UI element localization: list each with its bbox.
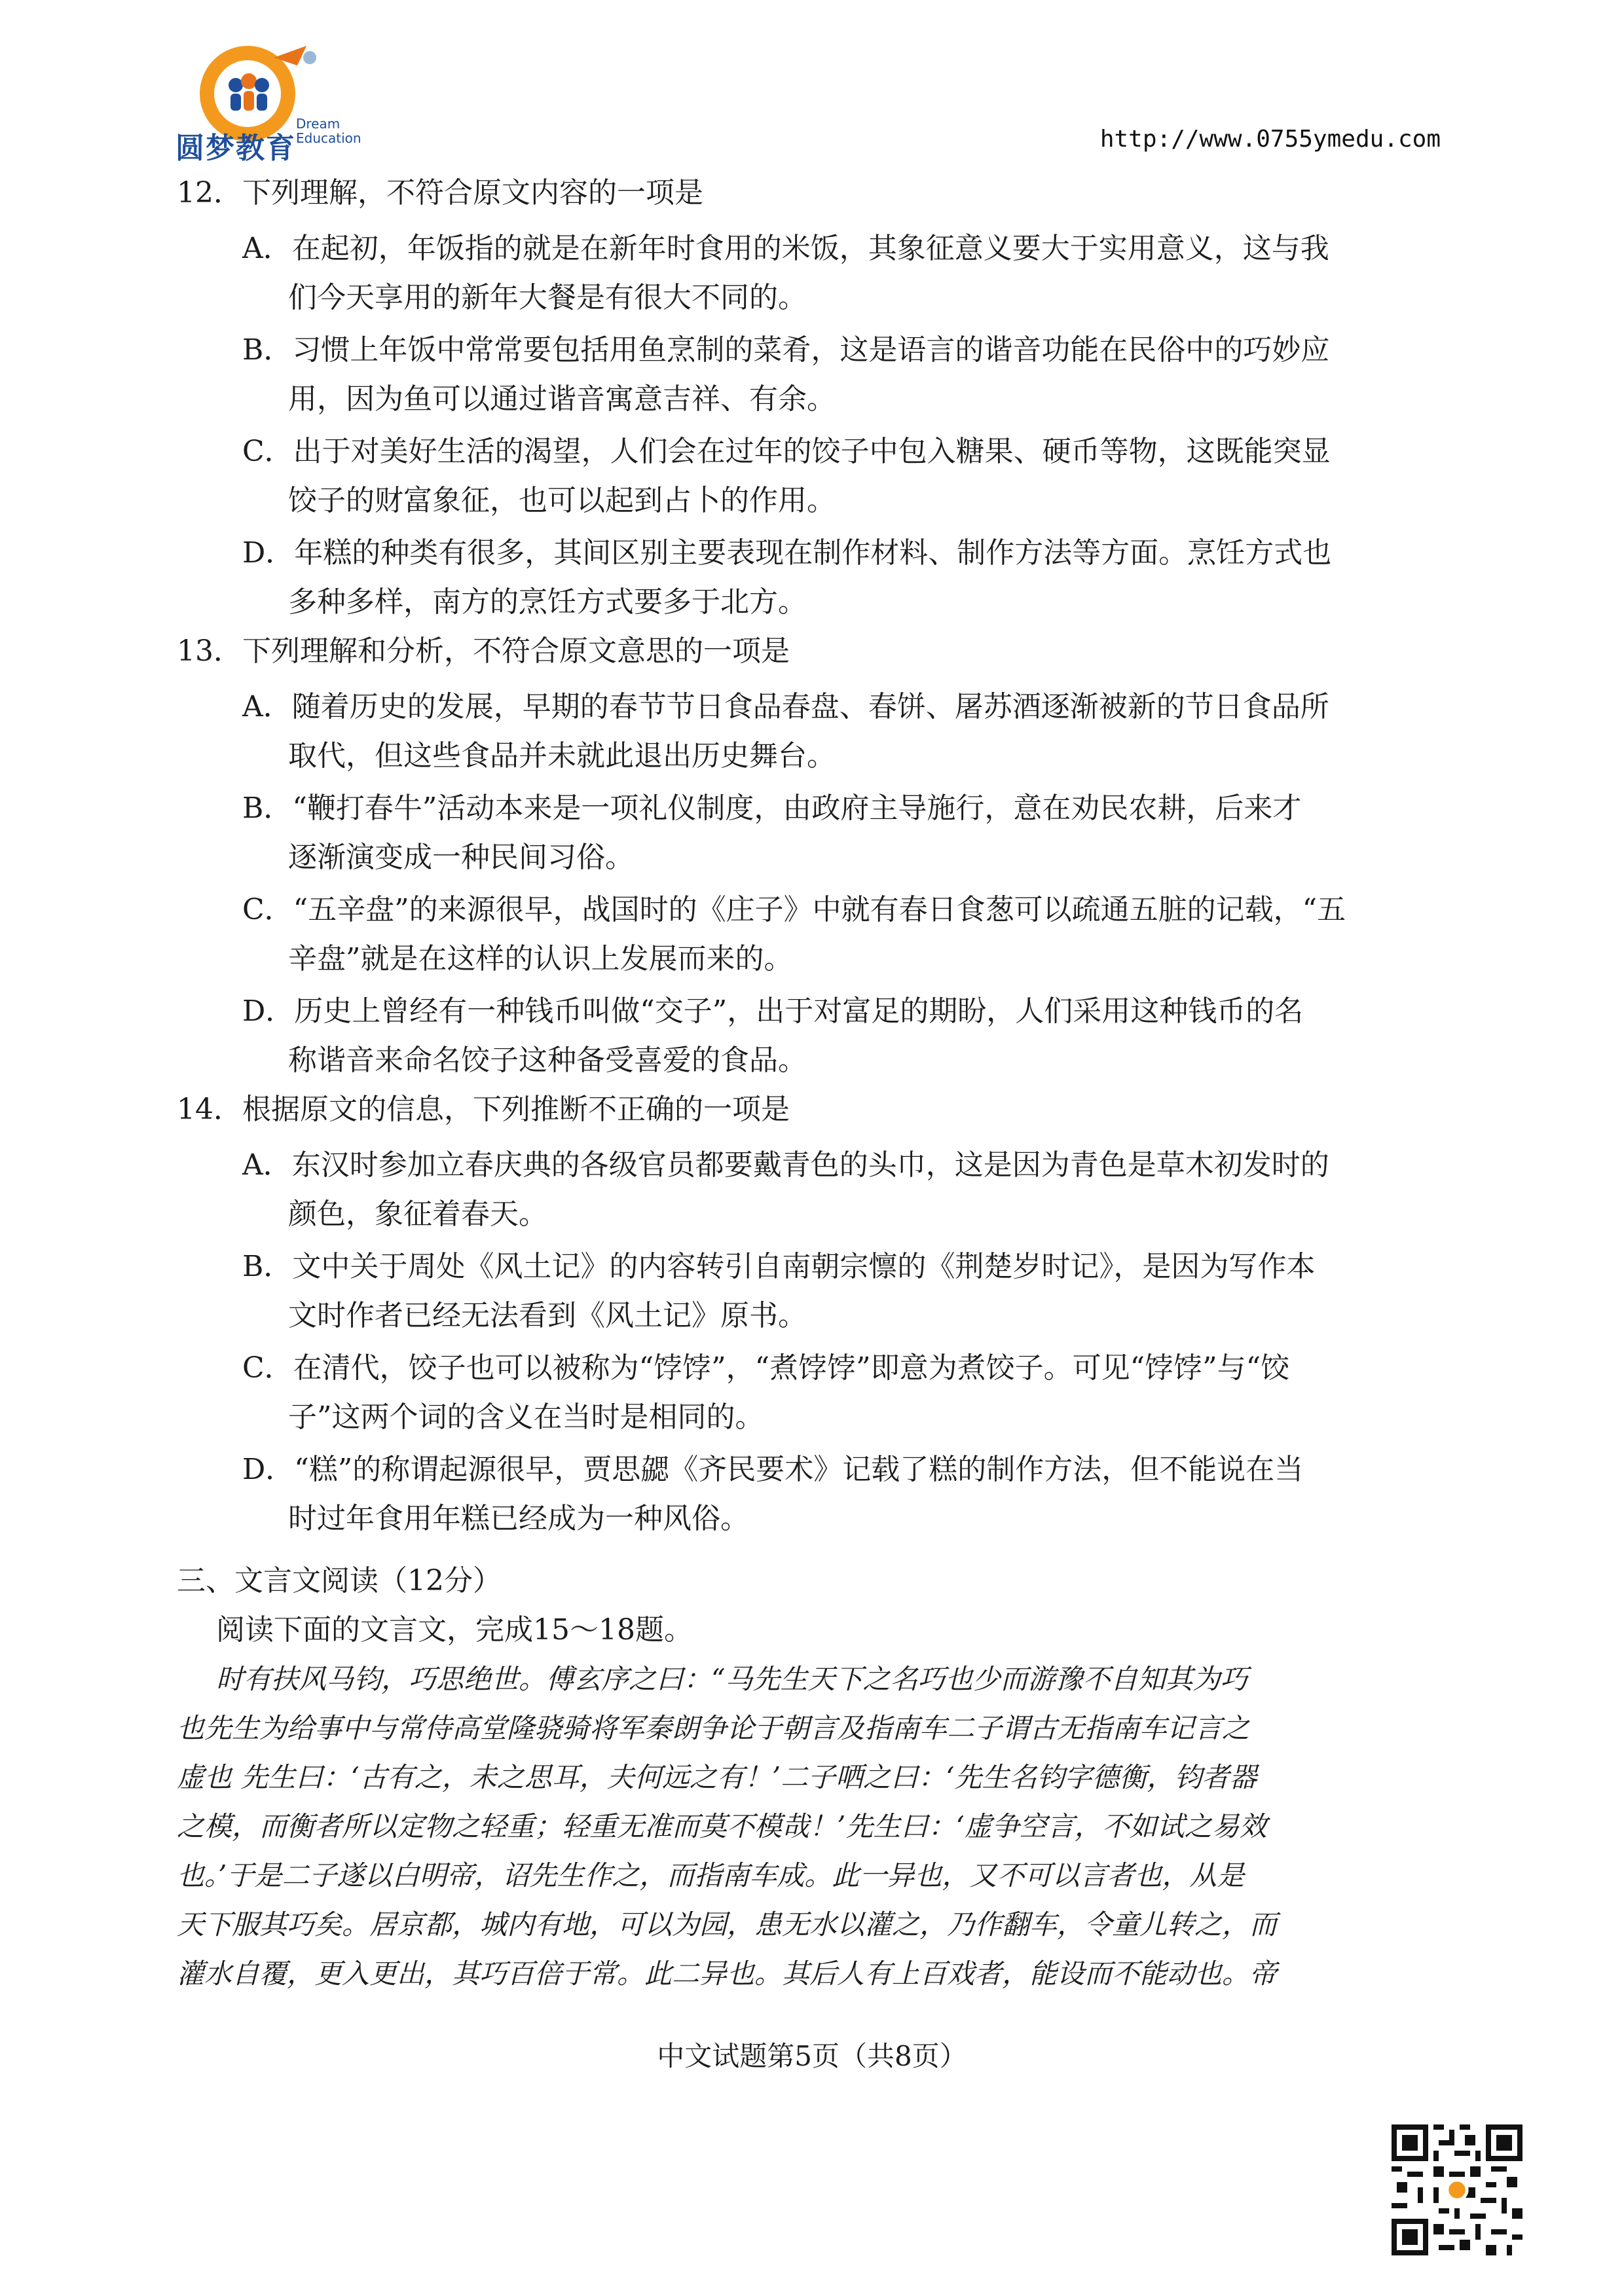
q12-option-c-cont: 饺子的财富象征，也可以起到占卜的作用。 [288,484,836,517]
q13-option-b: B．“鞭打春牛”活动本来是一项礼仪制度，由政府主导施行，意在劝民农耕，后来才 [242,792,1302,825]
classical-text-line-6: 天下服其巧矣。居京都，城内有地，可以为园，患无水以灌之，乃作翻车，令童儿转之，而 [177,1908,1278,1941]
classical-text-line-2: 也先生为给事中与常侍高堂隆骁骑将军秦朗争论于朝言及指南车二子谓古无指南车记言之 [177,1712,1250,1744]
page-footer: 中文试题第5页（共8页） [657,2040,967,2072]
classical-text-line-1: 时有扶风马钧，巧思绝世。傅玄序之曰：“马先生天下之名巧也少而游豫不自知其为巧 [216,1663,1248,1695]
q12-option-d-cont: 多种多样，南方的烹饪方式要多于北方。 [288,585,807,619]
q14-option-a-cont: 颜色，象征着春天。 [288,1197,547,1231]
question-14-stem: 14．根据原文的信息，下列推断不正确的一项是 [177,1093,790,1126]
qr-code [1392,2124,1522,2255]
q12-option-c: C．出于对美好生活的渴望，人们会在过年的饺子中包入糖果、硬币等物，这既能突显 [242,435,1331,468]
q14-option-d: D．“糕”的称谓起源很早，贾思勰《齐民要术》记载了糕的制作方法，但不能说在当 [242,1453,1304,1486]
q12-option-b-cont: 用，因为鱼可以通过谐音寓意吉祥、有余。 [288,382,836,416]
q13-option-a-cont: 取代，但这些食品并未就此退出历史舞台。 [288,739,836,773]
q14-option-d-cont: 时过年食用年糕已经成为一种风俗。 [288,1502,749,1535]
q12-option-b: B．习惯上年饭中常常要包括用鱼烹制的菜肴，这是语言的谐音功能在民俗中的巧妙应 [242,333,1330,367]
q13-option-c-cont: 辛盘”就是在这样的认识上发展而来的。 [288,942,793,975]
q13-option-a: A．随着历史的发展，早期的春节节日食品春盘、春饼、屠苏酒逐渐被新的节日食品所 [242,690,1329,723]
q13-option-b-cont: 逐渐演变成一种民间习俗。 [288,841,634,874]
section-3-title: 三、文言文阅读（12分） [177,1564,502,1597]
q14-option-c-cont: 子”这两个词的含义在当时是相同的。 [288,1400,764,1434]
q13-option-c: C．“五辛盘”的来源很早，战国时的《庄子》中就有春日食葱可以疏通五脏的记载，“五 [242,893,1346,926]
classical-text-line-5: 也。’于是二子遂以白明帝，诏先生作之，而指南车成。此一异也，又不可以言者也，从是 [177,1859,1245,1891]
question-13-stem: 13．下列理解和分析，不符合原文意思的一项是 [177,634,790,668]
logo-english-text: Dream Education [296,116,361,146]
website-url[interactable]: http://www.0755ymedu.com [1099,126,1441,153]
classical-text-line-3: 虚也 先生曰：‘古有之，未之思耳，夫何远之有！’二子哂之曰：‘先生名钧字德衡，钧者器 [177,1761,1257,1793]
q12-option-a-cont: 们今天享用的新年大餐是有很大不同的。 [288,281,807,314]
logo-text: 圆梦教育 [175,132,296,165]
q12-option-a: A．在起初，年饭指的就是在新年时食用的米饭，其象征意义要大于实用意义，这与我 [242,232,1329,265]
classical-text-line-4: 之模，而衡者所以定物之轻重；轻重无准而莫不模哉！’先生曰：‘虚争空言，不如试之易效 [177,1810,1267,1842]
section-3-intro: 阅读下面的文言文，完成15～18题。 [216,1613,693,1647]
q13-option-d-cont: 称谐音来命名饺子这种备受喜爱的食品。 [288,1044,807,1077]
q13-option-d: D．历史上曾经有一种钱币叫做“交子”，出于对富足的期盼，人们采用这种钱币的名 [242,994,1304,1028]
q14-option-a: A．东汉时参加立春庆典的各级官员都要戴青色的头巾，这是因为青色是草木初发时的 [242,1148,1329,1182]
classical-text-line-7: 灌水自覆，更入更出，其巧百倍于常。此二异也。其后人有上百戏者，能设而不能动也。帝 [177,1958,1278,1990]
q14-option-b-cont: 文时作者已经无法看到《风土记》原书。 [288,1299,807,1332]
q14-option-b: B．文中关于周处《风土记》的内容转引自南朝宗懔的《荆楚岁时记》，是因为写作本 [242,1250,1316,1283]
q12-option-d: D．年糕的种类有很多，其间区别主要表现在制作材料、制作方法等方面。烹饪方式也 [242,536,1332,570]
question-12-stem: 12．下列理解，不符合原文内容的一项是 [177,176,703,210]
q14-option-c: C．在清代，饺子也可以被称为“饽饽”，“煮饽饽”即意为煮饺子。可见“饽饽”与“饺 [242,1351,1290,1385]
